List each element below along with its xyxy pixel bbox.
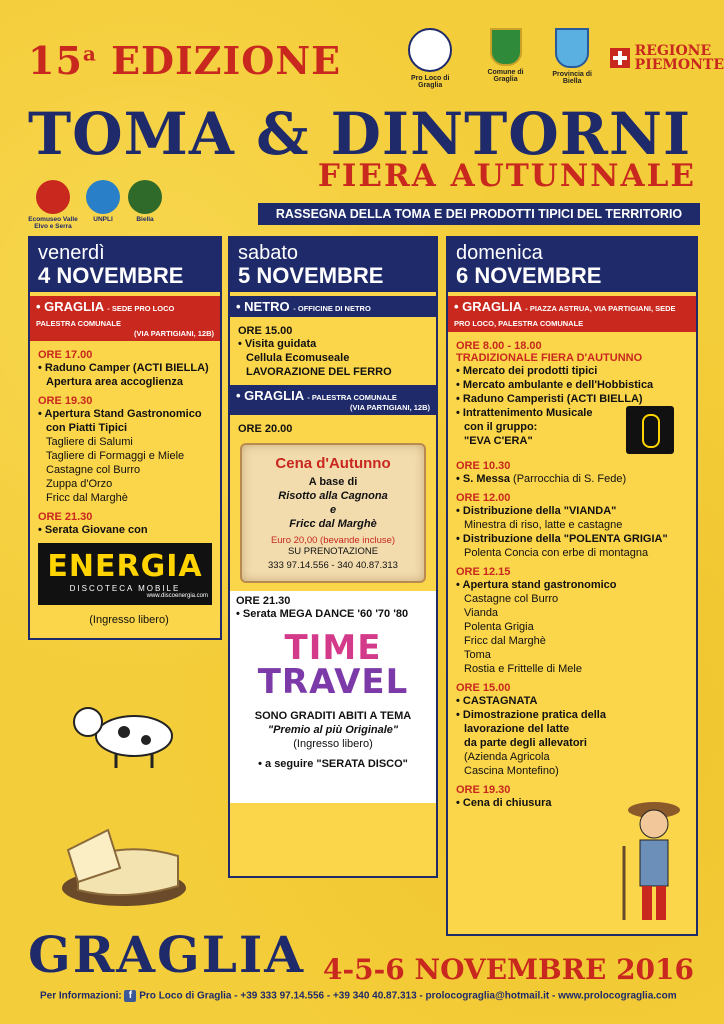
- farmer-icon: [612, 796, 692, 930]
- unpli-icon: [86, 180, 120, 214]
- pro-loco-logo: Pro Loco di Graglia: [400, 28, 460, 89]
- facebook-icon: f: [124, 990, 136, 1002]
- subtitle: FIERA AUTUNNALE: [317, 158, 696, 194]
- day-column-friday: venerdì 4 NOVEMBRE • GRAGLIA - SEDE PRO LOCO PALESTRA COMUNALE (VIA PARTIGIANI, 12B) ORE 17.00 • Raduno Camper (ACTI BIELLA) Apertura area accoglienza ORE 19.30 • Apertura Stand Gastronomico con Piatti Tipici Tagliere di Salumi Tagliere di Formaggi e Miele Castagne col Burro Zuppa d'Orzo Fricc dal Marghè ORE 21.30 • Serata Giovane con ENERGIA DISCOTECA MOBILE www.discoenergia.com (Ingresso libero): [28, 236, 222, 640]
- day-column-sunday: domenica 6 NOVEMBRE • GRAGLIA - PIAZZA ASTRUA, VIA PARTIGIANI, SEDE PRO LOCO, PALESTRA COMUNALE ORE 8.00 - 18.00 TRADIZIONALE FIERA D'AUTUNNO • Mercato dei prodotti tipici • Mercato ambulante e dell'Hobbistica • Raduno Camperisti (ACTI BIELLA) • Intrattenimento Musicale con il gruppo: "EVA C'ERA" ORE 10.30 • S. Messa (Parrocchia di S. Fede) ORE 12.00 • Distribuzione della "VIANDA" Minestra di riso, latte e castagne • Distribuzione della "POLENTA GRIGIA" Polenta Concia con erbe di montagna ORE 12.15 • Apertura stand gastronomico Castagne col Burro Vianda Polenta Grigia Fricc dal Marghè Toma Rostia e Frittelle di Mele ORE 15.00 • CASTAGNATA • Dimostrazione pratica della lavorazione del latte da parte degli allevatori (Azienda Agricola Cascina Montefino) ORE 19.30 • Cena di chiusura: [446, 236, 698, 936]
- day-header: venerdì 4 NOVEMBRE: [30, 238, 220, 292]
- provincia-crest-icon: [555, 28, 589, 68]
- ecomuseo-icon: [36, 180, 70, 214]
- day-header: domenica 6 NOVEMBRE: [448, 238, 696, 292]
- contact-info: Pro Loco di Graglia - +39 333 97.14.556 - +39 340 40.87.313 - prolocograglia@hotmail.it - www.prolocograglia.com: [139, 990, 677, 1002]
- location-bar: • GRAGLIA - PIAZZA ASTRUA, VIA PARTIGIANI, SEDE PRO LOCO, PALESTRA COMUNALE: [448, 296, 696, 332]
- day-header: sabato 5 NOVEMBRE: [230, 238, 436, 292]
- edition-label: 15$^a$ EDIZIONE: [28, 38, 342, 83]
- regione-flag-icon: [610, 48, 630, 68]
- day-column-saturday: sabato 5 NOVEMBRE • NETRO - OFFICINE DI NETRO ORE 15.00 • Visita guidata Cellula Ecomuseale LAVORAZIONE DEL FERRO • GRAGLIA - PALESTRA COMUNALE (VIA PARTIGIANI, 12B) ORE 20.00 Cena d'Autunno A base di Risotto alla Cagnona e Fricc dal Marghè Euro 20,00 (bevande incluse) SU PRENOTAZIONE 333 97.14.556 - 340 40.87.313 ORE 21.30 • Serata MEGA DANCE '60 '70 '80 TIME TRAVEL SONO GRADITI ABITI A TEMA "Premio al più Originale" (Ingresso libero) • a seguire "SERATA DISCO": [228, 236, 438, 878]
- biella-icon: [128, 180, 162, 214]
- cheese-icon: [58, 810, 190, 910]
- location-bar: • NETRO - OFFICINE DI NETRO: [230, 296, 436, 317]
- comune-crest-icon: [490, 28, 522, 66]
- dance-panel: ORE 21.30 • Serata MEGA DANCE '60 '70 '80 TIME TRAVEL SONO GRADITI ABITI A TEMA "Premio al più Originale" (Ingresso libero) • a seguire "SERATA DISCO": [230, 591, 436, 803]
- subtitle-banner: RASSEGNA DELLA TOMA E DEI PRODOTTI TIPICI DEL TERRITORIO: [258, 203, 700, 225]
- town-name: GRAGLIA: [28, 925, 306, 984]
- sponsor-logos: [400, 28, 724, 89]
- comune-logo: Comune di Graglia: [476, 28, 534, 83]
- footer-info: Per Informazioni: f Pro Loco di Graglia - +39 333 97.14.556 - +39 340 40.87.313 - prolocograglia@hotmail.it - www.prolocograglia.com: [40, 990, 677, 1002]
- provincia-logo: Provincia di Biella: [551, 28, 594, 85]
- main-title: TOMA & DINTORNI: [28, 100, 692, 168]
- time-travel-logo: TIME TRAVEL: [257, 628, 409, 702]
- event-dates: 4-5-6 NOVEMBRE 2016: [323, 953, 694, 986]
- band-icon: [626, 406, 674, 454]
- ecomuseo-logo: Ecomuseo Valle Elvo e Serra: [28, 180, 78, 230]
- energia-logo: ENERGIA DISCOTECA MOBILE www.discoenergia.com: [38, 543, 212, 605]
- biella-logo: Biella: [128, 180, 162, 230]
- cow-icon: [62, 692, 178, 772]
- regione-logo: REGIONE PIEMONTE: [610, 44, 724, 72]
- location-bar: • GRAGLIA - SEDE PRO LOCO PALESTRA COMUNALE (VIA PARTIGIANI, 12B): [30, 296, 220, 341]
- dinner-scroll: Cena d'Autunno A base di Risotto alla Cagnona e Fricc dal Marghè Euro 20,00 (bevande incluse) SU PRENOTAZIONE 333 97.14.556 - 340 40.87.313: [240, 443, 426, 583]
- unpli-logo: UNPLI: [86, 180, 120, 230]
- partner-logos: [28, 180, 162, 230]
- pro-loco-icon: [408, 28, 452, 72]
- location-bar: • GRAGLIA - PALESTRA COMUNALE (VIA PARTIGIANI, 12B): [230, 385, 436, 415]
